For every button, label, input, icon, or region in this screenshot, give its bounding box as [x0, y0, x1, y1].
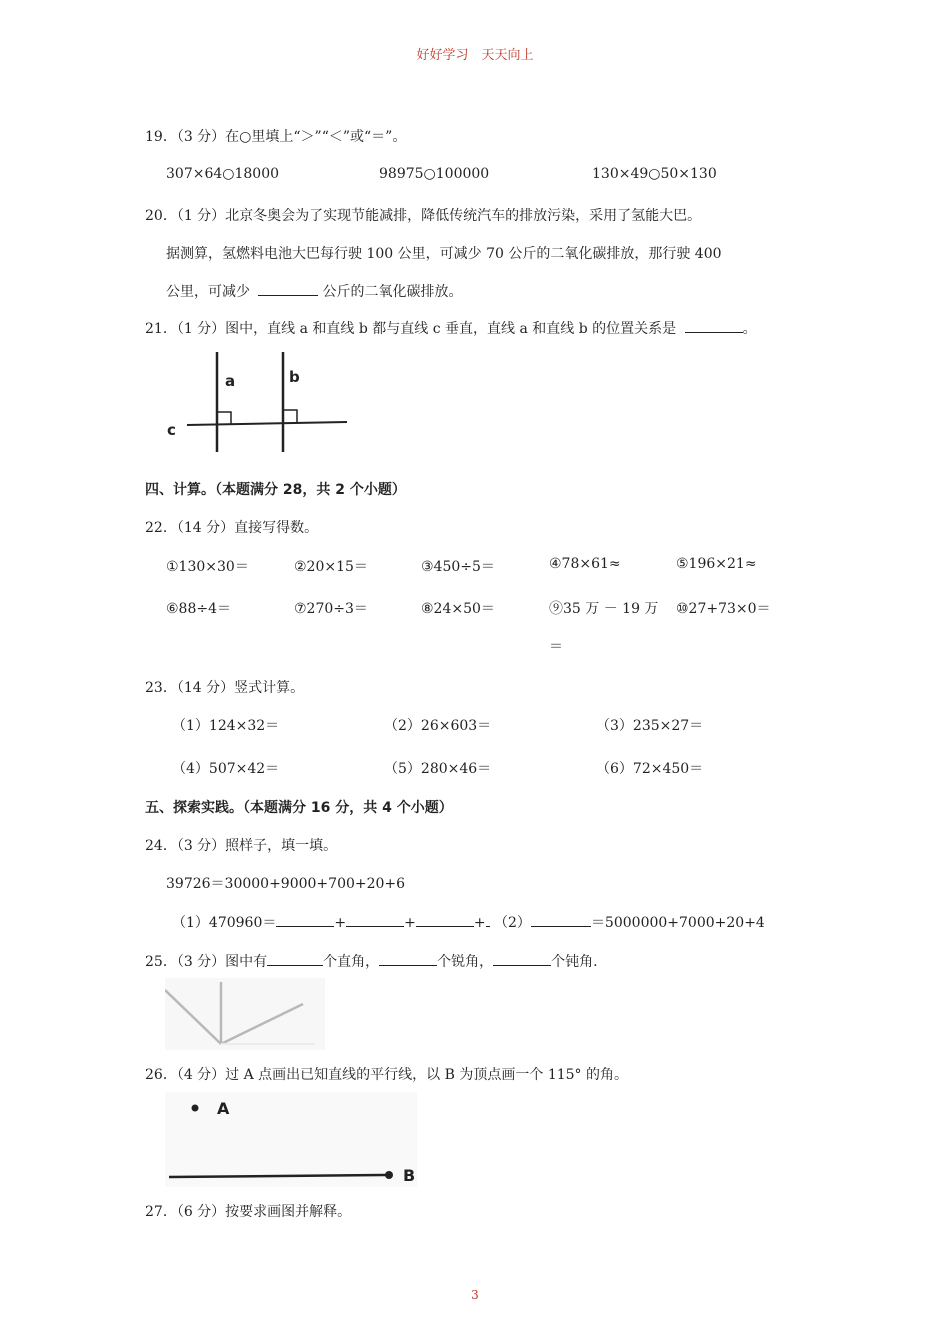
q24-blank-1[interactable]	[276, 912, 334, 927]
q23-item-1: （1）124×32＝	[172, 718, 280, 734]
q26-label-b: B	[403, 1166, 416, 1185]
q26-parallel-figure	[165, 1092, 420, 1187]
q24-answer-row	[172, 912, 765, 932]
q22-item-9-equals: ＝	[549, 639, 563, 655]
q23-item-2: （2）26×603＝	[384, 718, 492, 734]
q25-blank-acute[interactable]	[379, 951, 437, 966]
q21-label-b: b	[289, 368, 300, 386]
q25-mid1: 个直角，	[323, 954, 380, 970]
q22-stem: 22．（14 分）直接写得数。	[145, 520, 319, 536]
q25-blank-right[interactable]	[267, 951, 323, 966]
q20-line3	[166, 281, 462, 301]
q19-item-2: 98975○100000	[379, 166, 490, 182]
q23-item-5: （5）280×46＝	[384, 761, 492, 777]
q24-blank-3[interactable]	[416, 912, 474, 927]
q21-stem-text: 21．（1 分）图中，直线 a 和直线 b 都与直线 c 垂直，直线 a 和直线 b 的位置关系是	[145, 321, 677, 337]
page-header: 好好学习 天天向上	[416, 48, 534, 63]
q25-pre: 25．（3 分）图中有	[145, 954, 268, 970]
q21-stem-end: 。	[742, 321, 757, 337]
q20-line3-post: 公斤的二氧化碳排放。	[322, 284, 463, 300]
q20-line2: 据测算，氢燃料电池大巴每行驶 100 公里，可减少 70 公斤的二氧化碳排放，那行驶 400	[166, 246, 722, 262]
q26-stem: 26．（4 分）过 A 点画出已知直线的平行线，以 B 为顶点画一个 115° 的角。	[145, 1067, 628, 1083]
section-4-title: 四、计算。（本题满分 28，共 2 个小题）	[145, 482, 406, 498]
q22-item-1: ①130×30＝	[166, 559, 249, 575]
q25-angle-figure	[165, 978, 325, 1050]
point-a-dot	[192, 1105, 199, 1112]
q21-stem	[145, 318, 757, 338]
q24-blank-5[interactable]	[531, 912, 591, 927]
q25-stem	[145, 951, 598, 971]
q24-stem: 24．（3 分）照样子，填一填。	[145, 838, 338, 854]
q25-blank-obtuse[interactable]	[493, 951, 551, 966]
q22-item-2: ②20×15＝	[294, 559, 368, 575]
q20-line1: 20．（1 分）北京冬奥会为了实现节能减排，降低传统汽车的排放污染，采用了氢能大巴。	[145, 208, 702, 224]
q22-item-5: ⑤196×21≈	[676, 556, 757, 572]
q21-label-c: c	[167, 421, 176, 439]
q23-item-4: （4）507×42＝	[172, 761, 280, 777]
q20-line3-pre: 公里，可减少	[166, 284, 250, 300]
q22-item-6: ⑥88÷4＝	[166, 601, 232, 617]
q22-item-8: ⑧24×50＝	[421, 601, 495, 617]
q23-item-3: （3）235×27＝	[596, 718, 704, 734]
q19-item-1: 307×64○18000	[166, 166, 280, 182]
q24-part2-tail: ＝5000000+7000+20+4	[590, 915, 765, 931]
q22-item-9: ⑨35 万 － 19 万	[549, 601, 659, 617]
q22-item-7: ⑦270÷3＝	[294, 601, 368, 617]
page-number: 3	[471, 1288, 479, 1302]
q25-mid2: 个锐角，	[437, 954, 494, 970]
q24-part1-label: （1）470960＝	[172, 915, 277, 931]
q22-item-10: ⑩27+73×0＝	[676, 601, 771, 617]
q21-answer-blank[interactable]	[685, 318, 743, 333]
q25-post: 个钝角.	[551, 954, 598, 970]
q24-part2-label: （2）	[494, 915, 531, 931]
q21-label-a: a	[225, 372, 236, 390]
q23-item-6: （6）72×450＝	[596, 761, 704, 777]
q24-blank-2[interactable]	[346, 912, 404, 927]
q26-label-a: A	[217, 1099, 230, 1118]
q24-plus-2: +	[404, 915, 416, 931]
q22-item-3: ③450÷5＝	[421, 559, 495, 575]
q20-answer-blank[interactable]	[258, 281, 318, 296]
q24-blank-4[interactable]	[486, 912, 490, 927]
q24-plus-1: +	[334, 915, 347, 931]
point-b-dot	[385, 1171, 393, 1179]
q19-stem: 19．（3 分）在○里填上“＞”“＜”或“＝”。	[145, 129, 407, 145]
q27-stem: 27．（6 分）按要求画图并解释。	[145, 1204, 352, 1220]
q21-perpendicular-figure	[165, 350, 350, 460]
q19-item-3: 130×49○50×130	[592, 166, 717, 182]
q23-stem: 23．（14 分）竖式计算。	[145, 680, 305, 696]
q24-plus-3: +	[473, 915, 486, 931]
section-5-title: 五、探索实践。（本题满分 16 分，共 4 个小题）	[145, 800, 453, 816]
q24-example: 39726＝30000+9000+700+20+6	[166, 876, 406, 892]
q22-item-4: ④78×61≈	[549, 556, 621, 572]
